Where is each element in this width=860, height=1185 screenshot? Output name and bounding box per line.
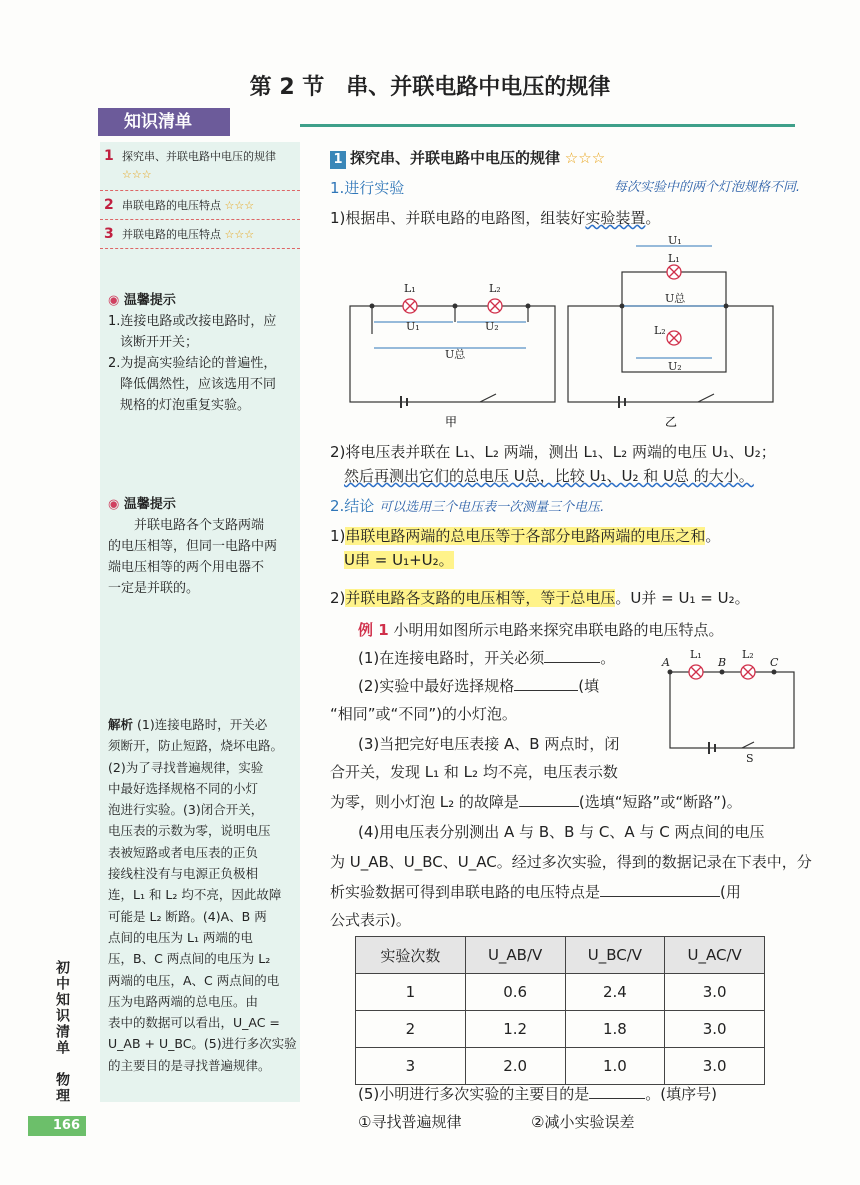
label-U1: U₁ (668, 234, 682, 247)
tip-line: 该断开开关； (120, 335, 199, 350)
step2-row (330, 494, 800, 520)
bullet-icon: ◉ (108, 497, 120, 512)
analysis-line: 压，B、C 两点间的电压为 L₂ (108, 951, 271, 967)
table-cell: 0.6 (465, 974, 565, 1011)
analysis-box (108, 714, 300, 1076)
toc-number: 3 (104, 226, 114, 242)
highlighted-text: 并联电路各支路的电压相等，等于总电压 (345, 589, 616, 607)
label-U1: U₁ (406, 320, 420, 333)
tip-box-1 (108, 290, 300, 416)
label-L2: L₂ (742, 648, 754, 661)
table-cell: 1.2 (465, 1011, 565, 1048)
analysis-line: 电压表的示数为零，说明电压 (108, 823, 271, 839)
table-cell: 1.8 (565, 1011, 665, 1048)
tip-line: 的电压相等，但同一电路中两 (108, 539, 278, 554)
analysis-line: 表中的数据可以看出，U_AC = (108, 1015, 280, 1031)
table-cell: 1.0 (565, 1048, 665, 1085)
text: 。U并 = U₁ = U₂。 (615, 589, 750, 607)
point-C: C (770, 656, 779, 669)
conclusion-2 (330, 586, 800, 610)
question-1: (1)在连接电路时，开关必须 。 (358, 649, 616, 667)
divider-line (300, 124, 795, 127)
table-row (356, 974, 765, 1011)
text: 。(填序号) (645, 1085, 717, 1103)
analysis-line: 中最好选择规格不同的小灯 (108, 780, 259, 796)
question-2 (358, 674, 599, 698)
label-L1: L₁ (404, 282, 416, 295)
tip-line: 一定是并联的。 (108, 581, 200, 596)
label-U2: U₂ (668, 360, 682, 373)
answer-blank[interactable] (514, 690, 578, 691)
analysis-line: (1)连接电路时，开关必 (137, 717, 268, 732)
analysis-line: 可能是 L₂ 断路。(4)A、B 两 (108, 908, 267, 924)
section-tag: 知识清单 (98, 108, 230, 136)
step1-p2 (330, 440, 800, 488)
text: (5)小明进行多次实验的主要目的是 (358, 1085, 590, 1103)
step1-label: 1.进行实验 (330, 179, 405, 197)
text: (2)实验中最好选择规格 (358, 677, 515, 695)
toc-number: 1 (104, 148, 114, 164)
question-4-blank (330, 880, 800, 904)
text: (1)在连接电路时，开关必须 (358, 649, 545, 667)
toc-text: 串联电路的电压特点 (122, 199, 221, 212)
answer-blank[interactable] (519, 806, 579, 807)
table-cell: 3.0 (665, 1011, 765, 1048)
data-table (355, 936, 765, 1085)
analysis-line: 泡进行实验。(3)闭合开关， (108, 802, 264, 818)
example-circuit (650, 646, 800, 764)
table-header: U_BC/V (565, 937, 665, 974)
option-2: ②减小实验误差 (531, 1113, 635, 1131)
analysis-line: U_AB + U_BC。(5)进行多次实验 (108, 1036, 297, 1052)
conclusion-1 (330, 524, 800, 572)
analysis-label: 解析 (108, 717, 134, 732)
toc-text: 并联电路的电压特点 (122, 228, 221, 241)
analysis-line: (2)为了寻找普遍规律，实验 (108, 759, 264, 775)
main-heading-text: 探究串、并联电路中电压的规律 (350, 149, 561, 167)
point-B: B (718, 656, 727, 669)
answer-blank[interactable] (600, 896, 720, 897)
label-L1: L₁ (668, 252, 680, 265)
table-cell: 2 (356, 1011, 466, 1048)
label-L2: L₂ (654, 324, 666, 337)
text: 1) (330, 527, 346, 545)
wavy-underlined-text: 实验装置 (585, 209, 646, 227)
toc-item (100, 220, 300, 249)
analysis-line: 连，L₁ 和 L₂ 均不亮，因此故障 (108, 887, 282, 903)
handwritten-note: 每次实验中的两个灯泡规格不同. (613, 180, 800, 195)
caption-yi: 乙 (665, 415, 678, 429)
table-row (356, 1011, 765, 1048)
analysis-line: 表被短路或者电压表的正负 (108, 844, 259, 860)
text: 。 (705, 527, 721, 545)
text: (填 (578, 677, 600, 695)
star-icon: ☆☆☆ (224, 228, 255, 241)
question-2-cont: “相同”或“不同”)的小灯泡。 (330, 705, 517, 723)
step2-label: 2.结论 (330, 497, 375, 515)
analysis-line: 点间的电压为 L₁ 两端的电 (108, 929, 253, 945)
analysis-line: 须断开，防止短路，烧坏电路。 (108, 738, 284, 754)
label-Utotal: U总 (665, 292, 686, 305)
tip-line: 1.连接电路或改接电路时，应 (108, 314, 277, 329)
question-4-cont: 为 U_AB、U_BC、U_AC。经过多次实验，得到的数据记录在下表中，分 (330, 853, 812, 871)
highlighted-text: 串联电路两端的总电压等于各部分电路两端的电压之和 (345, 527, 706, 545)
tip-line: 2.为提高实验结论的普遍性， (108, 356, 277, 371)
text: (用 (720, 883, 741, 901)
table-header: 实验次数 (356, 937, 466, 974)
table-header: U_AC/V (665, 937, 765, 974)
table-cell: 3 (356, 1048, 466, 1085)
toc-list (100, 142, 300, 249)
label-Utotal: U总 (445, 348, 466, 361)
table-cell: 2.0 (465, 1048, 565, 1085)
question-4: (4)用电压表分别测出 A 与 B、B 与 C、A 与 C 两点间的电压 (358, 823, 765, 841)
label-S: S (746, 752, 754, 764)
table-header-row (356, 937, 765, 974)
parallel-circuit-wire (568, 306, 773, 402)
example-intro (358, 618, 798, 642)
point-A: A (662, 656, 670, 669)
question-3-end (330, 790, 800, 814)
star-icon: ☆☆☆ (224, 199, 255, 212)
table-cell: 2.4 (565, 974, 665, 1011)
caption-jia: 甲 (445, 415, 458, 429)
lamp-icon (403, 265, 681, 345)
analysis-line: 的主要目的是寻找普遍规律。 (108, 1057, 271, 1073)
toc-text: 探究串、并联电路中电压的规律 (122, 150, 276, 163)
section-number-badge: 1 (330, 151, 346, 169)
tip-line: 并联电路各个支路两端 (134, 518, 265, 533)
example-label: 例 1 (358, 621, 389, 639)
question-3: (3)当把完好电压表接 A、B 两点时，闭 (358, 735, 620, 753)
text: (选填“短路”或“断路”)。 (578, 793, 742, 811)
table-cell: 3.0 (665, 974, 765, 1011)
circuit-diagrams (340, 234, 790, 434)
option-1: ①寻找普遍规律 (358, 1113, 462, 1131)
table-cell: 1 (356, 974, 466, 1011)
text: 。 (645, 209, 661, 227)
page-number: 166 (28, 1116, 86, 1136)
step1-row (330, 176, 800, 200)
bullet-icon: ◉ (108, 293, 120, 308)
tip-line: 端电压相等的两个用电器不 (108, 560, 265, 575)
tip-heading: 温馨提示 (123, 497, 176, 512)
toc-item (100, 142, 300, 191)
tip-line: 降低偶然性，应该选用不同 (120, 377, 277, 392)
text: 析实验数据可得到串联电路的电压特点是 (330, 883, 601, 901)
label-L2: L₂ (489, 282, 501, 295)
text-line: 2)将电压表并联在 L₁、L₂ 两端，测出 L₁、L₂ 两端的电压 U₁、U₂； (330, 443, 776, 461)
table-row (356, 1048, 765, 1085)
page-title: 第 2 节 串、并联电路中电压的规律 (249, 75, 611, 100)
answer-blank[interactable] (544, 662, 600, 663)
main-heading (330, 146, 800, 170)
text: 为零，则小灯泡 L₂ 的故障是 (330, 793, 519, 811)
analysis-line: 两端的电压，A、C 两点间的电 (108, 972, 280, 988)
handwritten-note: 可以选用三个电压表一次测量三个电压. (379, 500, 605, 515)
wavy-underlined-text: 然后再测出它们的总电压 U总，比较 U₁、U₂ 和 U总 的大小。 (344, 467, 754, 485)
analysis-line: 压为电路两端的总电压。由 (108, 993, 259, 1009)
toc-number: 2 (104, 197, 114, 213)
star-icon: ☆☆☆ (564, 149, 606, 167)
question-5 (358, 1082, 798, 1106)
table-cell: 3.0 (665, 1048, 765, 1085)
question-4-end: 公式表示)。 (330, 911, 411, 929)
label-L1: L₁ (690, 648, 702, 661)
table-header: U_AB/V (465, 937, 565, 974)
text: 1)根据串、并联电路的电路图，组装好 (330, 209, 586, 227)
question-5-options (358, 1110, 798, 1134)
toc-item (100, 191, 300, 220)
tip-box-2 (108, 494, 300, 599)
tip-heading: 温馨提示 (123, 293, 176, 308)
label-U2: U₂ (485, 320, 499, 333)
tip-line: 规格的灯泡重复实验。 (120, 398, 251, 413)
answer-blank[interactable] (589, 1098, 645, 1099)
formula: U串 = U₁+U₂。 (344, 551, 454, 569)
question-3-cont: 合开关，发现 L₁ 和 L₂ 均不亮，电压表示数 (330, 763, 618, 781)
text: 2) (330, 589, 346, 607)
step1-text (330, 206, 800, 230)
star-icon: ☆☆☆ (122, 168, 152, 181)
book-vertical-label: 初中知识清单 物理 (54, 960, 70, 1104)
analysis-line: 接线柱没有与电源正负极相 (108, 866, 259, 882)
text: 小明用如图所示电路来探究串联电路的电压特点。 (393, 621, 724, 639)
